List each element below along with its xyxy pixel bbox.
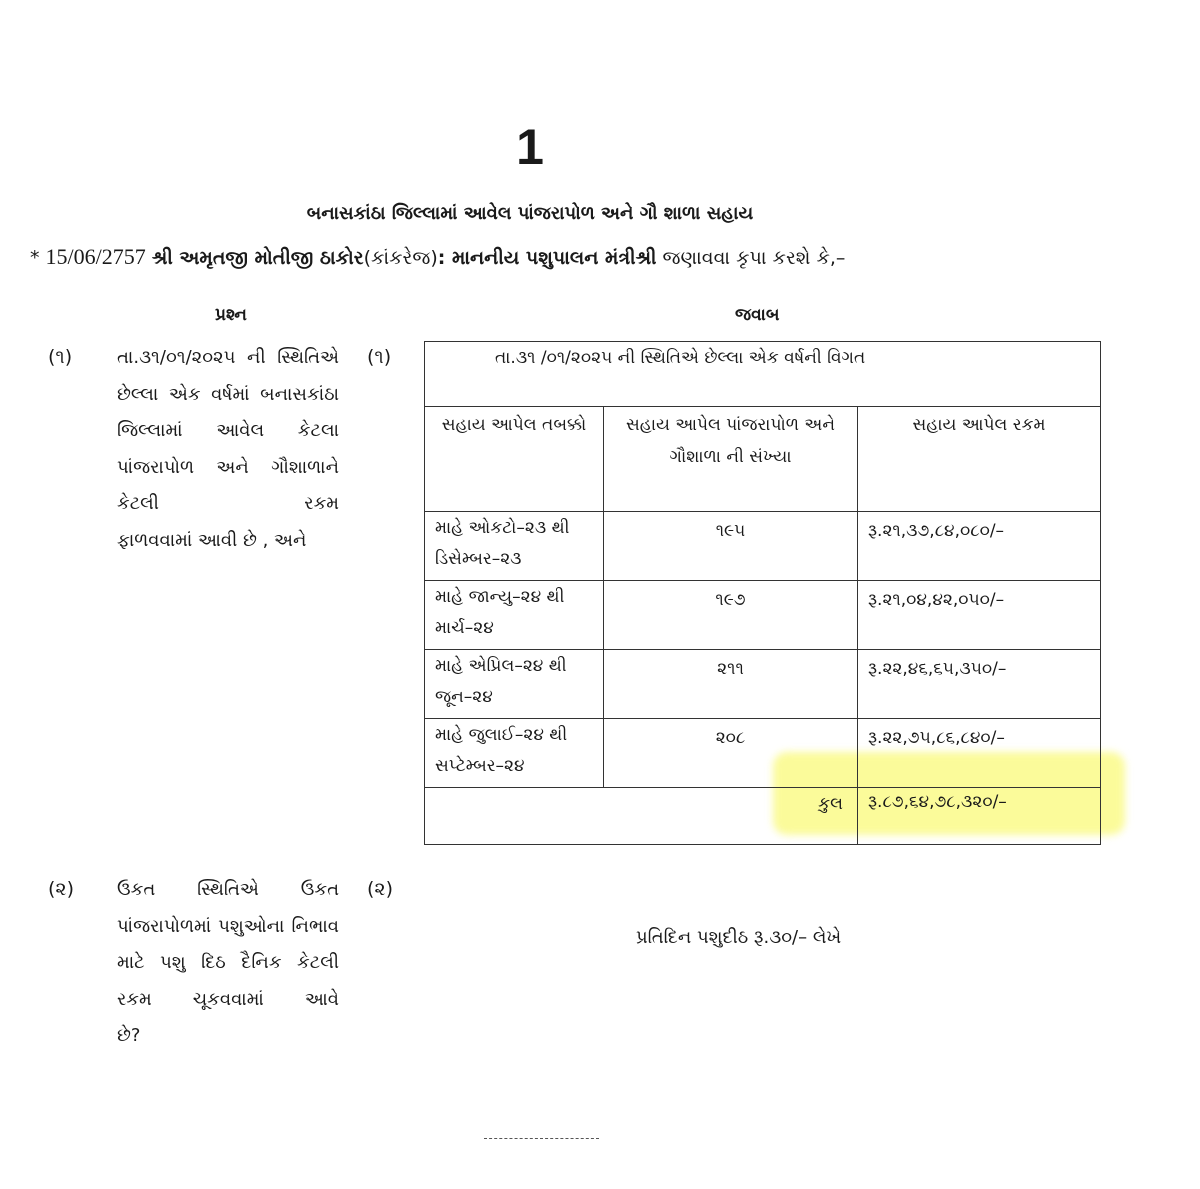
q2-number: (૨)	[48, 878, 74, 900]
q1-text-body: તા.૩૧/૦૧/૨૦૨૫ ની સ્થિતિએ છેલ્લા એક વર્ષમાં બનાસકાંઠા જિલ્લામાં આવેલ કેટલા પાંજરાપોળ અને ગૌશાળાને કેટલી રકમ	[117, 347, 339, 514]
row-period: માહે જુલાઈ–૨૪ થી સપ્ટેમ્બર–૨૪	[425, 719, 604, 788]
row-period: માહે ઓકટો–૨૩ થી ડિસેમ્બર–૨૩	[425, 512, 604, 581]
table-row	[425, 512, 1101, 581]
row-amount: રૂ.૨૧,૦૪,૪૨,૦૫૦/–	[858, 581, 1101, 650]
table-caption: તા.૩૧ /૦૧/૨૦૨૫ ની સ્થિતિએ છેલ્લા એક વર્ષની વિગત	[425, 342, 1101, 407]
member-constituency: (કાંકરેજ)	[363, 247, 438, 269]
q1-number: (૧)	[48, 346, 73, 368]
subject-title: બનાસકાંઠા જિલ્લામાં આવેલ પાંજરાપોળ અને ગૌ શાળા સહાય	[306, 203, 754, 224]
question-number: 15/06/2757	[45, 244, 146, 269]
col-header-amount: સહાય આપેલ રકમ	[858, 407, 1101, 512]
question-line	[30, 244, 845, 270]
total-row	[425, 788, 1101, 845]
table-row	[425, 650, 1101, 719]
table-row	[425, 581, 1101, 650]
row-count: ૧૯૭	[604, 581, 858, 650]
total-label: કુલ	[604, 788, 858, 845]
row-amount: રૂ.૨૨,૭૫,૮૬,૮૪૦/–	[858, 719, 1101, 788]
table-row	[425, 719, 1101, 788]
q2-text-last-line: છે?	[117, 1025, 141, 1046]
row-count: ૨૧૧	[604, 650, 858, 719]
q2-answer: પ્રતિદિન પશુદીઠ રૂ.૩૦/– લેખે	[636, 927, 842, 948]
total-blank-cell	[425, 788, 604, 845]
col-header-period: સહાય આપેલ તબક્કો	[425, 407, 604, 512]
end-separator	[484, 1138, 599, 1139]
row-period: માહે એપ્રિલ–૨૪ થી જૂન–૨૪	[425, 650, 604, 719]
row-count: ૨૦૮	[604, 719, 858, 788]
addressee: : માનનીય પશુપાલન મંત્રીશ્રી	[437, 247, 657, 269]
q1-answer-number: (૧)	[367, 346, 392, 368]
q2-text	[117, 872, 339, 1055]
document-number: 1	[516, 119, 544, 175]
member-name: શ્રી અમૃતજી મોતીજી ઠાકોર	[151, 247, 364, 269]
question-marker: *	[30, 247, 40, 269]
q2-text-body: ઉકત સ્થિતિએ ઉકત પાંજરાપોળમાં પશુઓના નિભાવ માટે પશુ દિઠ દૈનિક કેટલી રકમ ચૂકવવામાં આવે	[117, 879, 339, 1010]
question-header: પ્રશ્ન	[215, 305, 247, 325]
q1-text	[117, 340, 339, 559]
row-count: ૧૯૫	[604, 512, 858, 581]
col-header-count: સહાય આપેલ પાંજરાપોળ અને ગૌશાળા ની સંખ્યા	[604, 407, 858, 512]
row-amount: રૂ.૨૨,૪૬,૬૫,૩૫૦/–	[858, 650, 1101, 719]
answer-header: જવાબ	[735, 305, 780, 325]
request-text: જણાવવા કૃપા કરશે કે,–	[662, 247, 846, 269]
total-amount: રૂ.૮૭,૬૪,૭૮,૩૨૦/–	[858, 788, 1101, 845]
row-amount: રૂ.૨૧,૩૭,૮૪,૦૮૦/–	[858, 512, 1101, 581]
q1-text-last-line: ફાળવવામાં આવી છે , અને	[117, 529, 307, 551]
q2-answer-number: (૨)	[367, 878, 393, 900]
grant-table	[424, 341, 1101, 845]
row-period: માહે જાન્યુ–૨૪ થી માર્ચ–૨૪	[425, 581, 604, 650]
